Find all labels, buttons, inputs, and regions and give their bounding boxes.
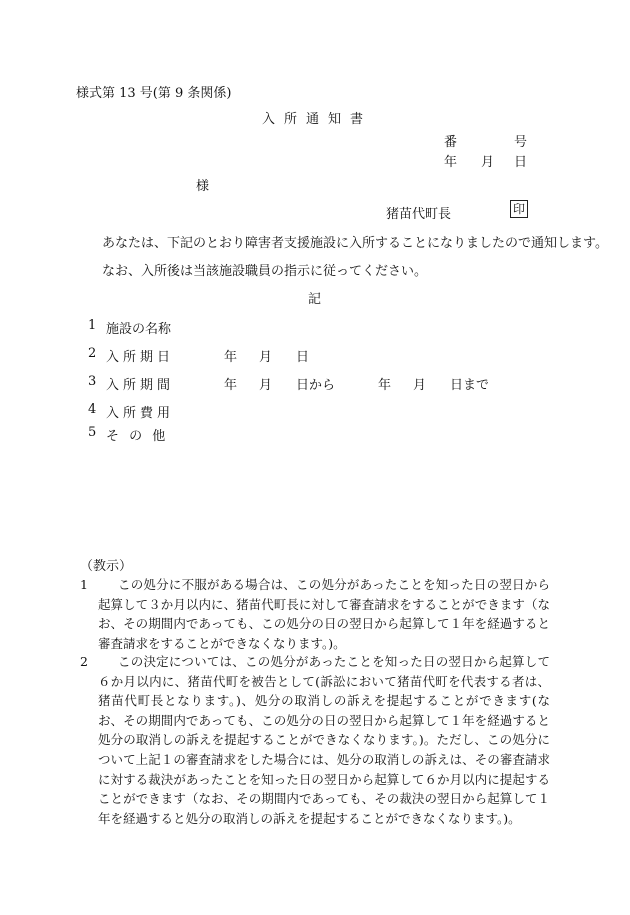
item-label-admission-fee: 入所費用 [106,406,175,421]
period-end-day: 日まで [450,378,490,393]
notice-text: この決定については、この処分があったことを知った日の翌日から起算して６か月以内に、猪苗代町を被告として(訴訟において猪苗代町を代表する者は、猪苗代町長となります。)、処分の取消しの訴えを提起することができます(なお、その期間内であっても、この処分の日の翌日から起算して１年を経過すると処分の取消しの訴えを提起することができなくなります。)。ただし、この処分について上記１の審査請求をした場合には、処分の取消しの訴えは、その審査請求に対する裁決があったことを知った日の翌日から起算して６か月以内に提起することができます（なお、その期間内であっても、その裁決の翌日から起算して１年を経過すると処分の取消しの訴えを提起することができなくなります。)。 [98,654,550,826]
period-end-month: 月 [413,378,427,393]
notice-item [80,652,550,828]
admission-date-day: 日 [296,350,310,365]
item-label-other: そ の 他 [106,429,169,444]
item-label-admission-date: 入所期日 [106,350,175,365]
period-start-year: 年 [224,378,238,393]
body-paragraph: あなたは、下記のとおり障害者支援施設に入所することになりましたので通知します。 [102,236,608,251]
body-paragraph: なお、入所後は当該施設職員の指示に従ってください。 [102,264,428,279]
ki-heading: 記 [308,292,322,307]
notice-item [80,575,550,653]
item-number: 1 [88,318,97,333]
item-number: 3 [88,374,97,389]
item-number: 4 [88,402,97,417]
notice-text: この処分に不服がある場合は、この処分があったことを知った日の翌日から起算して３か月以内に、猪苗代町長に対して審査請求をすることができます（なお、その期間内であっても、この処分の日の翌日から起算して１年を経過すると審査請求をすることができなくなります。)。 [98,577,550,651]
item-number: 5 [88,425,97,440]
date-day-label: 日 [514,155,528,170]
date-month-label: 月 [481,155,495,170]
item-number: 2 [88,346,97,361]
addressee-suffix: 様 [196,179,210,194]
notice-number: 2 [80,654,88,669]
item-label-facility-name: 施設の名称 [106,322,172,337]
item-label-admission-period: 入所期間 [106,378,175,393]
seal-mark: 印 [510,200,528,218]
period-end-year: 年 [378,378,392,393]
notice-number: 1 [80,577,88,592]
date-year-label: 年 [444,155,458,170]
notice-heading: （教示） [80,559,133,574]
admission-date-year: 年 [224,350,238,365]
form-number: 様式第 13 号(第 9 条関係) [76,86,232,101]
issuer-name: 猪苗代町長 [386,207,452,222]
number-label-ban: 番 [444,135,458,150]
period-start-month: 月 [259,378,273,393]
number-label-go: 号 [514,135,528,150]
period-start-day: 日から [296,378,336,393]
document-title: 入所通知書 [262,112,373,127]
admission-date-month: 月 [259,350,273,365]
